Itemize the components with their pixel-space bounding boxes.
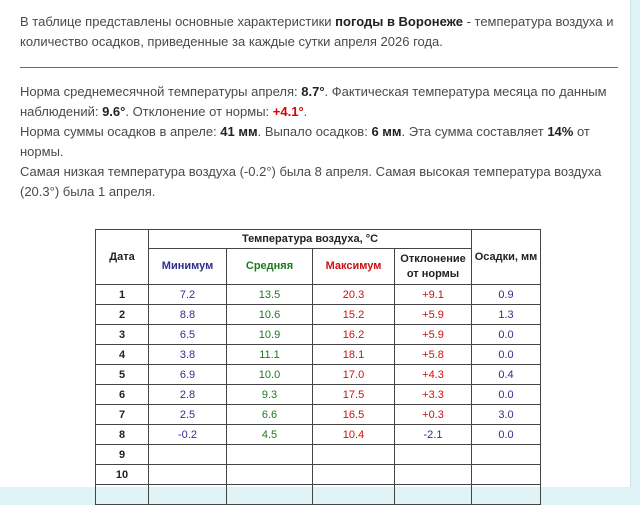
min-temp-cell: -0.2 (149, 425, 227, 445)
extremes-summary: Самая низкая температура воздуха (-0.2°) была 8 апреля. Самая высокая температура воздуха (20.3°) была 1 апреля. (20, 164, 602, 199)
separator-line (20, 67, 618, 68)
table-row (96, 465, 541, 485)
min-temp-cell: 6.5 (149, 325, 227, 345)
min-temp-cell: 6.9 (149, 365, 227, 385)
deviation-cell: +5.9 (395, 305, 472, 325)
header-max: Максимум (313, 249, 395, 285)
precip-cell (472, 445, 541, 465)
actual-temp-label: . Фактическая температура месяца по данным наблюдений: (20, 84, 607, 119)
avg-temp-cell: 10.6 (227, 305, 313, 325)
actual-precip-label: . Выпало осадков: (257, 124, 372, 139)
actual-precip-value: 6 мм (371, 124, 402, 139)
min-temp-cell (149, 485, 227, 505)
header-precip: Осадки, мм (472, 230, 541, 285)
precip-cell (472, 465, 541, 485)
norm-precip-value: 41 мм (220, 124, 258, 139)
table-row (96, 425, 541, 445)
table-row (96, 485, 541, 505)
period: . (303, 104, 308, 119)
intro-city-link: погоды в Воронеже (335, 14, 463, 29)
deviation-cell: +5.9 (395, 325, 472, 345)
date-cell (96, 485, 149, 505)
precip-cell: 0.0 (472, 345, 541, 365)
intro-paragraph (20, 12, 620, 52)
header-temp-group: Температура воздуха, °С (149, 230, 472, 249)
header-date: Дата (96, 230, 149, 285)
max-temp-cell (313, 445, 395, 465)
table-body (96, 285, 541, 505)
norm-temp-label: Норма среднемесячной температуры апреля: (20, 84, 302, 99)
table-row (96, 325, 541, 345)
avg-temp-cell: 4.5 (227, 425, 313, 445)
avg-temp-cell: 9.3 (227, 385, 313, 405)
deviation-cell: +5.8 (395, 345, 472, 365)
norm-precip-label: Норма суммы осадков в апреле: (20, 124, 221, 139)
weather-table (95, 229, 541, 505)
stats-block (20, 82, 620, 202)
date-cell: 2 (96, 305, 149, 325)
deviation-cell: +4.3 (395, 365, 472, 385)
precip-summary (20, 122, 620, 162)
precip-cell: 0.0 (472, 385, 541, 405)
deviation-value: +4.1° (272, 104, 304, 119)
date-cell: 7 (96, 405, 149, 425)
max-temp-cell: 17.0 (313, 365, 395, 385)
date-cell: 9 (96, 445, 149, 465)
min-temp-cell (149, 445, 227, 465)
min-temp-cell: 7.2 (149, 285, 227, 305)
header-min: Минимум (149, 249, 227, 285)
avg-temp-cell (227, 485, 313, 505)
temperature-summary (20, 82, 620, 122)
max-temp-cell: 16.5 (313, 405, 395, 425)
date-cell: 1 (96, 285, 149, 305)
avg-temp-cell: 13.5 (227, 285, 313, 305)
avg-temp-cell: 6.6 (227, 405, 313, 425)
header-deviation: Отклонение от нормы (395, 249, 472, 285)
min-temp-cell (149, 465, 227, 485)
precip-cell: 0.0 (472, 325, 541, 345)
avg-temp-cell: 10.0 (227, 365, 313, 385)
precip-cell: 0.4 (472, 365, 541, 385)
min-temp-cell: 8.8 (149, 305, 227, 325)
table-row (96, 445, 541, 465)
precip-cell (472, 485, 541, 505)
max-temp-cell: 16.2 (313, 325, 395, 345)
avg-temp-cell (227, 465, 313, 485)
avg-temp-cell: 10.9 (227, 325, 313, 345)
max-temp-cell (313, 465, 395, 485)
table-row (96, 385, 541, 405)
table-row (96, 285, 541, 305)
deviation-cell: +0.3 (395, 405, 472, 425)
norm-temp-value: 8.7° (301, 84, 325, 99)
max-temp-cell: 18.1 (313, 345, 395, 365)
max-temp-cell: 20.3 (313, 285, 395, 305)
date-cell: 8 (96, 425, 149, 445)
precip-cell: 0.9 (472, 285, 541, 305)
date-cell: 4 (96, 345, 149, 365)
min-temp-cell: 3.8 (149, 345, 227, 365)
avg-temp-cell (227, 445, 313, 465)
max-temp-cell (313, 485, 395, 505)
intro-text-after: - температура воздуха и количество осадков, приведенные за каждые сутки апреля 2026 года. (20, 14, 614, 49)
precip-cell: 1.3 (472, 305, 541, 325)
date-cell: 10 (96, 465, 149, 485)
date-cell: 3 (96, 325, 149, 345)
max-temp-cell: 15.2 (313, 305, 395, 325)
precip-cell: 0.0 (472, 425, 541, 445)
date-cell: 5 (96, 365, 149, 385)
table-row (96, 405, 541, 425)
table-header-row-1 (96, 230, 541, 249)
min-temp-cell: 2.8 (149, 385, 227, 405)
table-row (96, 305, 541, 325)
date-cell: 6 (96, 385, 149, 405)
percent-value: 14% (547, 124, 574, 139)
deviation-cell (395, 485, 472, 505)
deviation-cell (395, 465, 472, 485)
deviation-label: . Отклонение от нормы: (125, 104, 273, 119)
header-avg: Средняя (227, 249, 313, 285)
deviation-cell (395, 445, 472, 465)
table-row (96, 365, 541, 385)
percent-label: . Эта сумма составляет (401, 124, 548, 139)
table-row (96, 345, 541, 365)
percent-suffix: от нормы. (20, 124, 590, 159)
intro-text-before: В таблице представлены основные характеристики (20, 14, 336, 29)
min-temp-cell: 2.5 (149, 405, 227, 425)
max-temp-cell: 17.5 (313, 385, 395, 405)
precip-cell: 3.0 (472, 405, 541, 425)
max-temp-cell: 10.4 (313, 425, 395, 445)
avg-temp-cell: 11.1 (227, 345, 313, 365)
deviation-cell: -2.1 (395, 425, 472, 445)
deviation-cell: +9.1 (395, 285, 472, 305)
actual-temp-value: 9.6° (102, 104, 126, 119)
deviation-cell: +3.3 (395, 385, 472, 405)
